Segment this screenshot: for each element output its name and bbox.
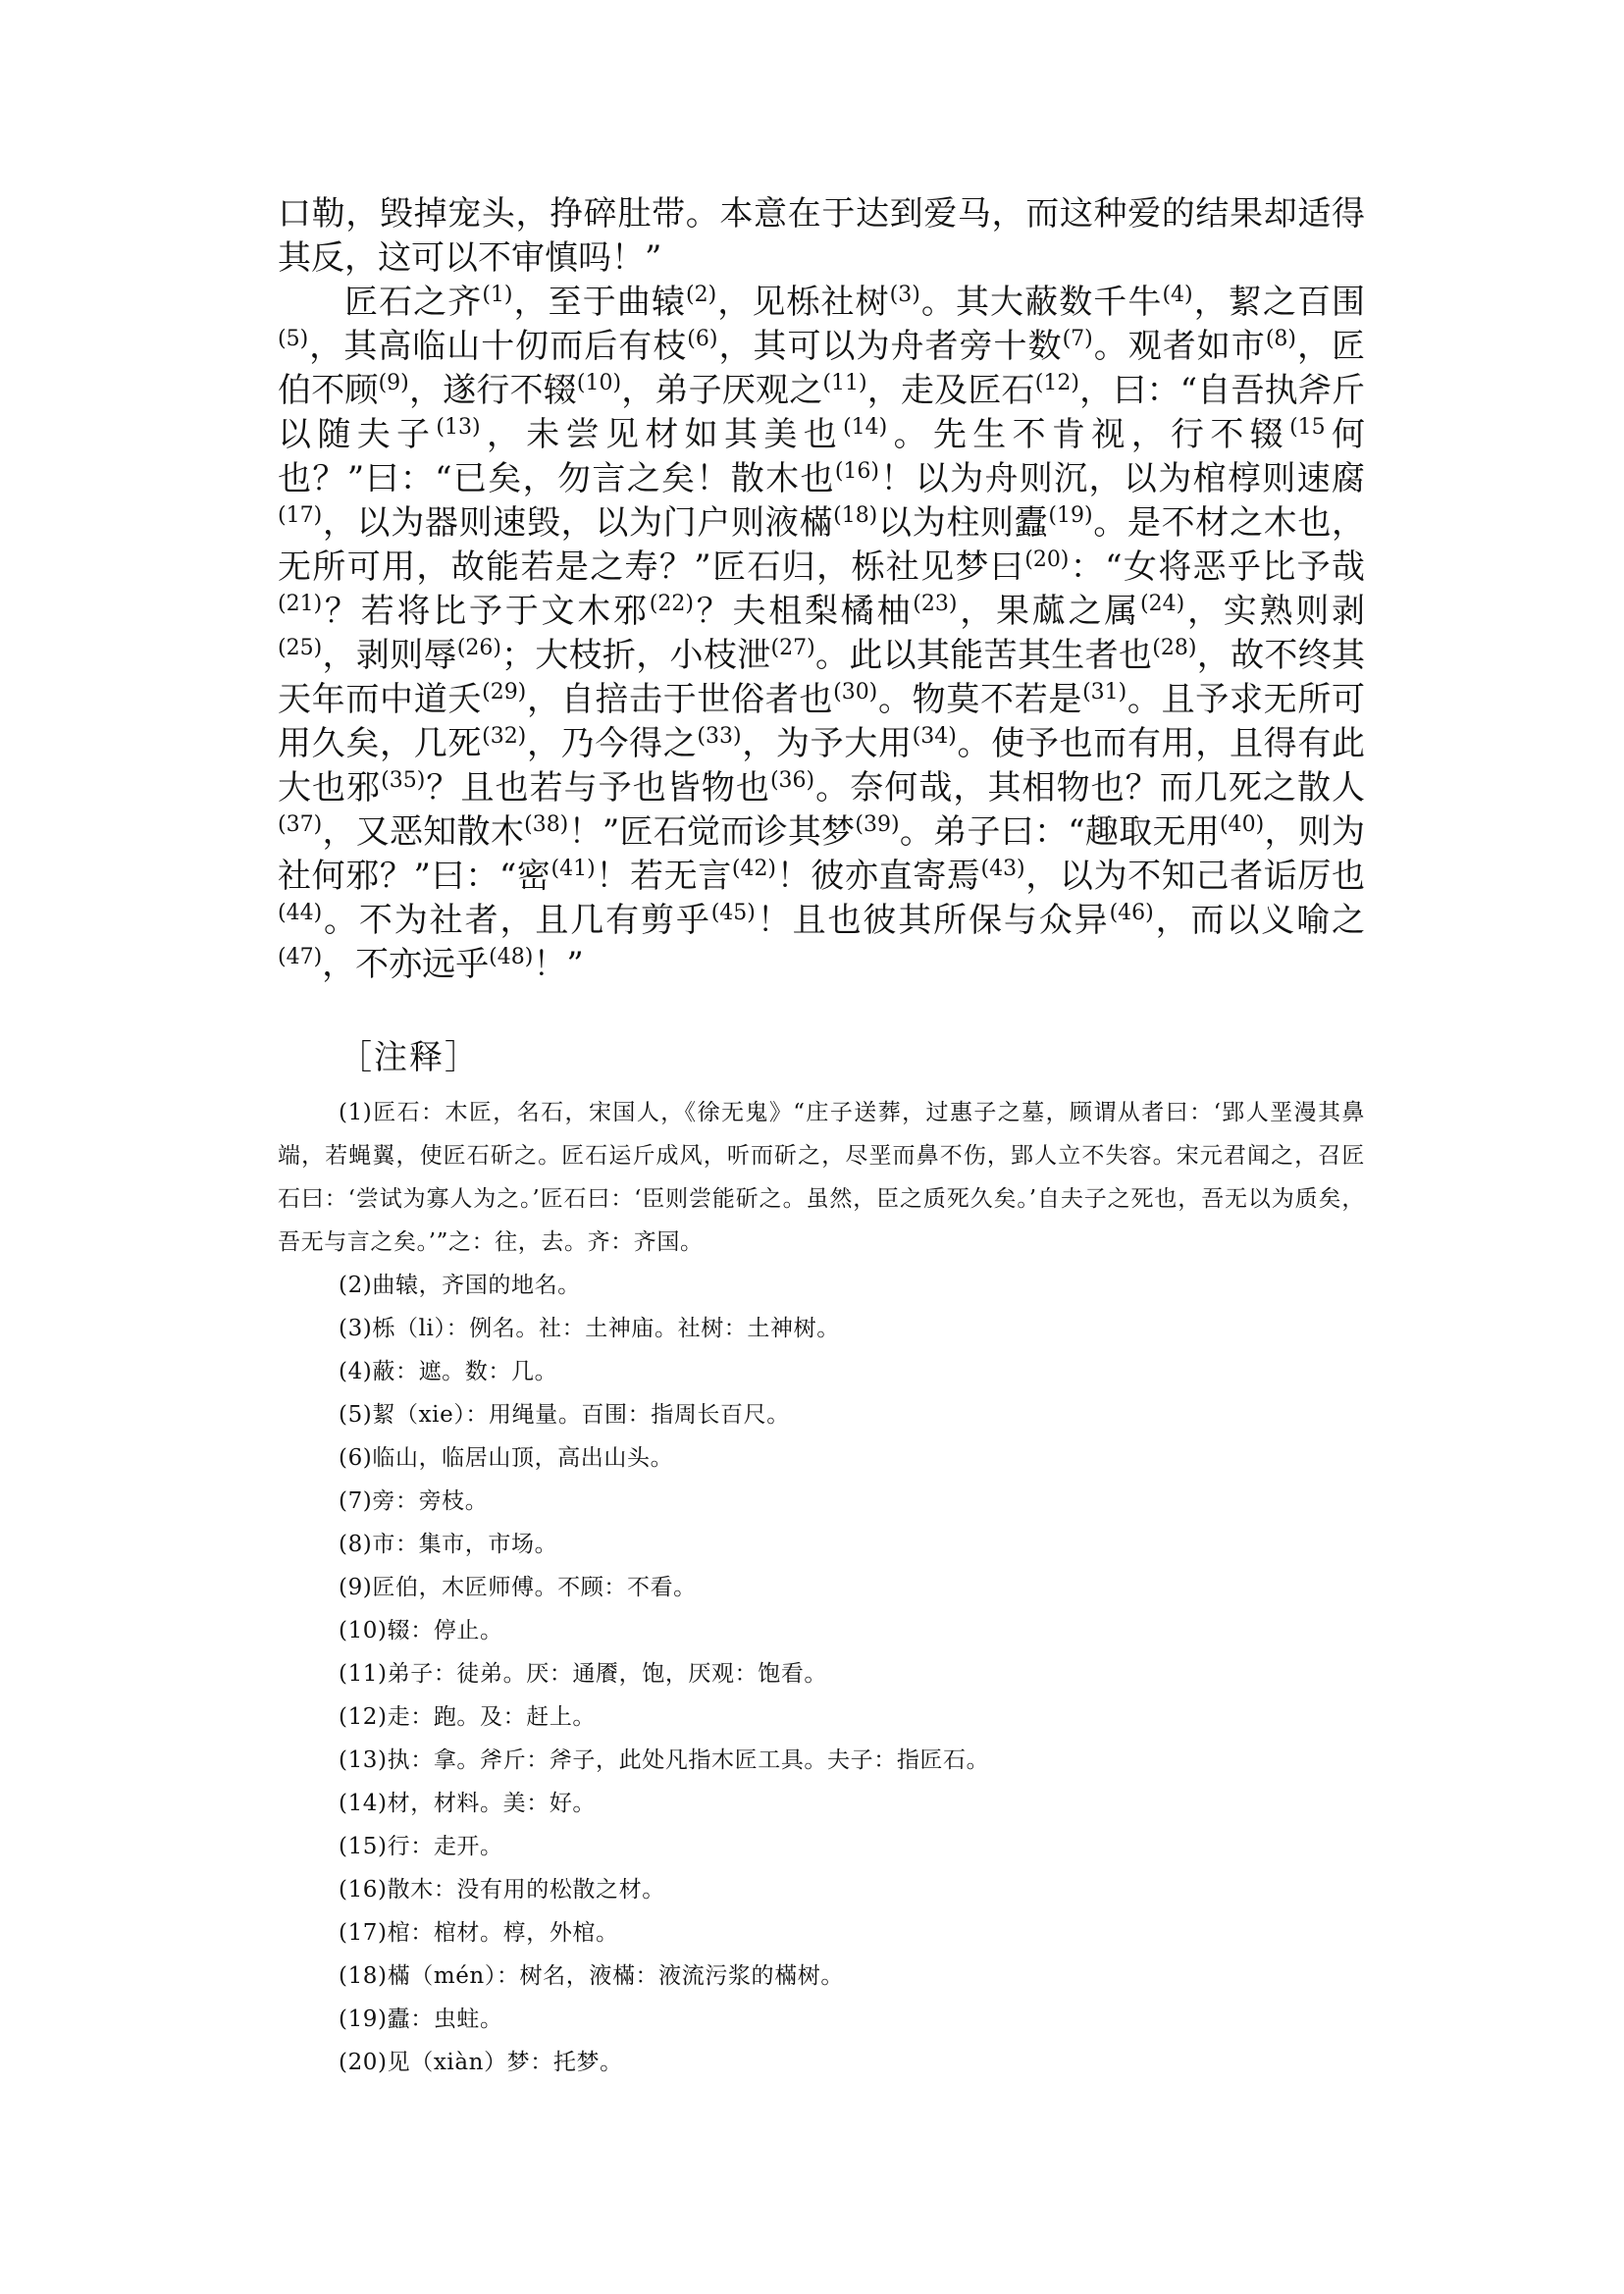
note-item: (14)材，材料。美：好。 bbox=[339, 1791, 597, 1816]
passage-text-run: ！以为舟则沉，以为棺椁则速腐 bbox=[879, 459, 1366, 498]
note-reference: (13) bbox=[436, 415, 481, 440]
note-reference: (6) bbox=[687, 327, 718, 351]
note-reference: (47) bbox=[278, 945, 323, 969]
note-reference: (16) bbox=[834, 459, 880, 484]
note-reference: (37) bbox=[278, 812, 323, 837]
passage-text-run: ，弟子厌观之 bbox=[621, 371, 823, 410]
note-reference: (43) bbox=[980, 857, 1025, 881]
passage-text-run: ！且也彼其所保与众异 bbox=[755, 901, 1110, 940]
passage-text-run: ，见栎社树 bbox=[716, 283, 890, 322]
note-item: (6)临山，临居山顶，高出山头。 bbox=[339, 1445, 674, 1471]
passage-text-run: ？且也若与予也皆物也 bbox=[425, 768, 770, 808]
passage-text-run: 。此以其能苦其生者也 bbox=[814, 636, 1153, 675]
passage-text-run: ，以为不知己者诟厉也 bbox=[1024, 857, 1366, 896]
notes-list bbox=[278, 1091, 1365, 2084]
note-reference: (33) bbox=[697, 724, 742, 749]
notes-heading: ［注释］ bbox=[339, 1038, 480, 1077]
note-item: (3)栎（li）：例名。社：土神庙。社树：土神树。 bbox=[339, 1316, 840, 1341]
passage-text-run: 。是不材之木也，无所可用，故能若是之寿？”匠石归，栎社见梦曰 bbox=[278, 503, 1366, 587]
note-reference: (26) bbox=[456, 636, 501, 660]
note-reference: (31) bbox=[1082, 680, 1127, 704]
note-reference: (23) bbox=[913, 592, 958, 616]
note-reference: (3) bbox=[889, 283, 920, 307]
passage-text-run: ，曰：“自吾执斧斤以随夫子 bbox=[278, 371, 1366, 454]
passage-text-run: 。使予也而有用，且得有此大也邪 bbox=[278, 724, 1366, 808]
note-item: (12)走：跑。及：赶上。 bbox=[339, 1704, 597, 1730]
passage-text-run: ，为予大用 bbox=[741, 724, 913, 763]
note-reference: (28) bbox=[1152, 636, 1197, 660]
note-reference: (5) bbox=[278, 327, 309, 351]
passage-text-run: ！彼亦直寄焉 bbox=[776, 857, 981, 896]
note-item: (4)蔽：遮。数：几。 bbox=[339, 1359, 558, 1384]
note-item: (11)弟子：徒弟。厌：通餍，饱，厌观：饱看。 bbox=[339, 1661, 828, 1687]
passage-text-run: 。先生不肯视，行不辍 bbox=[887, 415, 1290, 454]
passage-text-run: ，而以义喻之 bbox=[1153, 901, 1366, 940]
passage-text-run: ？若将比予于文木邪 bbox=[322, 592, 650, 631]
passage-text-run: ，走及匠石 bbox=[866, 371, 1035, 410]
note-reference: (29) bbox=[482, 680, 527, 704]
note-item: (7)旁：旁枝。 bbox=[339, 1488, 489, 1514]
note-reference: (44) bbox=[278, 901, 323, 925]
passage-text-run: ，遂行不辍 bbox=[408, 371, 577, 410]
note-item: (17)棺：棺材。椁，外棺。 bbox=[339, 1920, 619, 1946]
note-item: (18)樠（mén）：树名，液樠：液流污浆的樠树。 bbox=[339, 1963, 844, 1989]
note-item: (19)蠹：虫蛀。 bbox=[339, 2007, 503, 2032]
note-reference: (48) bbox=[489, 945, 534, 969]
note-reference: (21) bbox=[278, 592, 323, 616]
note-reference: (38) bbox=[524, 812, 569, 837]
passage-text-run: ，其可以为舟者旁十数 bbox=[717, 327, 1063, 366]
note-reference: (39) bbox=[855, 812, 900, 837]
passage-paragraph-2 bbox=[278, 281, 1365, 987]
passage-text-run: 。弟子曰：“趣取无用 bbox=[899, 812, 1221, 852]
note-reference: (11) bbox=[822, 371, 867, 395]
passage-text-run: ，未尝见材如其美也 bbox=[480, 415, 844, 454]
note-item: (10)辍：停止。 bbox=[339, 1618, 503, 1643]
passage-text-run: 。物莫不若是 bbox=[877, 680, 1083, 719]
note-reference: (35) bbox=[381, 768, 426, 793]
note-reference: (30) bbox=[833, 680, 878, 704]
note-reference: (15 bbox=[1289, 415, 1326, 440]
passage-text-run: ，絜之百围 bbox=[1192, 283, 1366, 322]
passage-text-run: ，至于曲辕 bbox=[512, 283, 686, 322]
passage-text-run: ；大枝折，小枝泄 bbox=[500, 636, 771, 675]
passage-text-run: ，不亦远乎 bbox=[322, 945, 490, 984]
note-item: (13)执：拿。斧斤：斧子，此处凡指木匠工具。夫子：指匠石。 bbox=[339, 1747, 990, 1773]
passage-text bbox=[278, 192, 1365, 987]
passage-text-run: 。观者如市 bbox=[1092, 327, 1266, 366]
note-reference: (9) bbox=[378, 371, 409, 395]
note-reference: (19) bbox=[1048, 503, 1093, 528]
note-reference: (41) bbox=[550, 857, 596, 881]
note-reference: (14) bbox=[843, 415, 888, 440]
note-reference: (34) bbox=[912, 724, 957, 749]
note-reference: (10) bbox=[576, 371, 622, 395]
note-reference: (18) bbox=[833, 503, 878, 528]
note-reference: (46) bbox=[1109, 901, 1154, 925]
note-item: (16)散木：没有用的松散之材。 bbox=[339, 1877, 665, 1903]
note-reference: (25) bbox=[278, 636, 323, 660]
note-reference: (24) bbox=[1140, 592, 1185, 616]
passage-text-run: 。不为社者，且几有剪乎 bbox=[322, 901, 711, 940]
passage-text-run: ，以为器则速毁，以为门户则液樠 bbox=[322, 503, 834, 543]
passage-text-run: 。且予求无所可用久矣，几死 bbox=[278, 680, 1366, 763]
passage-text-run: ，匠伯不顾 bbox=[278, 327, 1366, 410]
passage-text-run: ：“女将恶乎比予哉 bbox=[1069, 547, 1365, 587]
note-item: (5)絜（xie）：用绳量。百围：指周长百尺。 bbox=[339, 1402, 790, 1428]
note-reference: (20) bbox=[1024, 547, 1070, 572]
passage-text-run: 。其大蔽数千牛 bbox=[919, 283, 1163, 322]
note-item: (9)匠伯，木匠师傅。不顾：不看。 bbox=[339, 1575, 697, 1600]
passage-text-run: 以为柱则蠹 bbox=[877, 503, 1049, 543]
passage-text-run: 何也？”曰：“已矣，勿言之矣！散木也 bbox=[278, 415, 1366, 498]
note-reference: (12) bbox=[1034, 371, 1079, 395]
passage-text-run: 口勒，毁掉宠头，挣碎肚带。本意在于达到爱马，而这种爱的结果却适得其反，这可以不审慎吗！” bbox=[278, 194, 1365, 278]
passage-text-run: ，剥则辱 bbox=[322, 636, 457, 675]
note-reference: (36) bbox=[769, 768, 815, 793]
passage-text-run: ，果蓏之属 bbox=[957, 592, 1141, 631]
passage-text-run: ，故不终其天年而中道夭 bbox=[278, 636, 1366, 719]
passage-text-run: ，其高临山十仞而后有枝 bbox=[308, 327, 688, 366]
passage-text-run: ？夫柤梨橘柚 bbox=[693, 592, 914, 631]
passage-text-run: ！”匠石觉而诊其梦 bbox=[568, 812, 856, 852]
note-item: (1)匠石：木匠，名石，宋国人，《徐无鬼》“庄子送葬，过惠子之墓，顾谓从者曰：‘郢人垩漫其鼻端，若蝇翼，使匠石斫之。匠石运斤成风，听而斫之，尽垩而鼻不伤，郢人立不失容。宋元君闻之，召匠石曰：‘尝试为寡人为之。’匠石曰：‘臣则尝能斫之。虽然，臣之质死久矣。’自夫子之死也，吾无以为质矣，吾无与言之矣。’”之：往，去。齐：齐国。 bbox=[278, 1100, 1365, 1255]
passage-paragraph-1 bbox=[278, 192, 1365, 281]
passage-text-run: ，实熟则剥 bbox=[1184, 592, 1366, 631]
passage-text-run: ，又恶知散木 bbox=[322, 812, 525, 852]
note-reference: (27) bbox=[770, 636, 815, 660]
note-item: (20)见（xiàn）梦：托梦。 bbox=[339, 2050, 623, 2075]
note-item: (2)曲辕，齐国的地名。 bbox=[339, 1273, 581, 1298]
passage-text-run: ！” bbox=[533, 945, 584, 984]
passage-text-run: ！若无言 bbox=[595, 857, 732, 896]
note-reference: (7) bbox=[1062, 327, 1093, 351]
passage-text-run: ，自掊击于世俗者也 bbox=[526, 680, 834, 719]
passage-text-run: 匠石之齐 bbox=[344, 283, 483, 322]
passage-text-run: ，乃今得之 bbox=[526, 724, 698, 763]
note-reference: (42) bbox=[731, 857, 777, 881]
note-item: (15)行：走开。 bbox=[339, 1834, 503, 1859]
note-reference: (17) bbox=[278, 503, 323, 528]
passage-text-run: ，则为社何邪？”曰：“密 bbox=[278, 812, 1366, 896]
note-reference: (2) bbox=[685, 283, 717, 307]
note-item: (8)市：集市，市场。 bbox=[339, 1532, 558, 1557]
note-reference: (4) bbox=[1162, 283, 1193, 307]
note-reference: (22) bbox=[649, 592, 694, 616]
note-reference: (45) bbox=[710, 901, 756, 925]
passage-text-run: 。奈何哉，其相物也？而几死之散人 bbox=[814, 768, 1366, 808]
note-reference: (1) bbox=[482, 283, 513, 307]
note-reference: (32) bbox=[482, 724, 527, 749]
note-reference: (40) bbox=[1220, 812, 1265, 837]
note-reference: (8) bbox=[1265, 327, 1296, 351]
